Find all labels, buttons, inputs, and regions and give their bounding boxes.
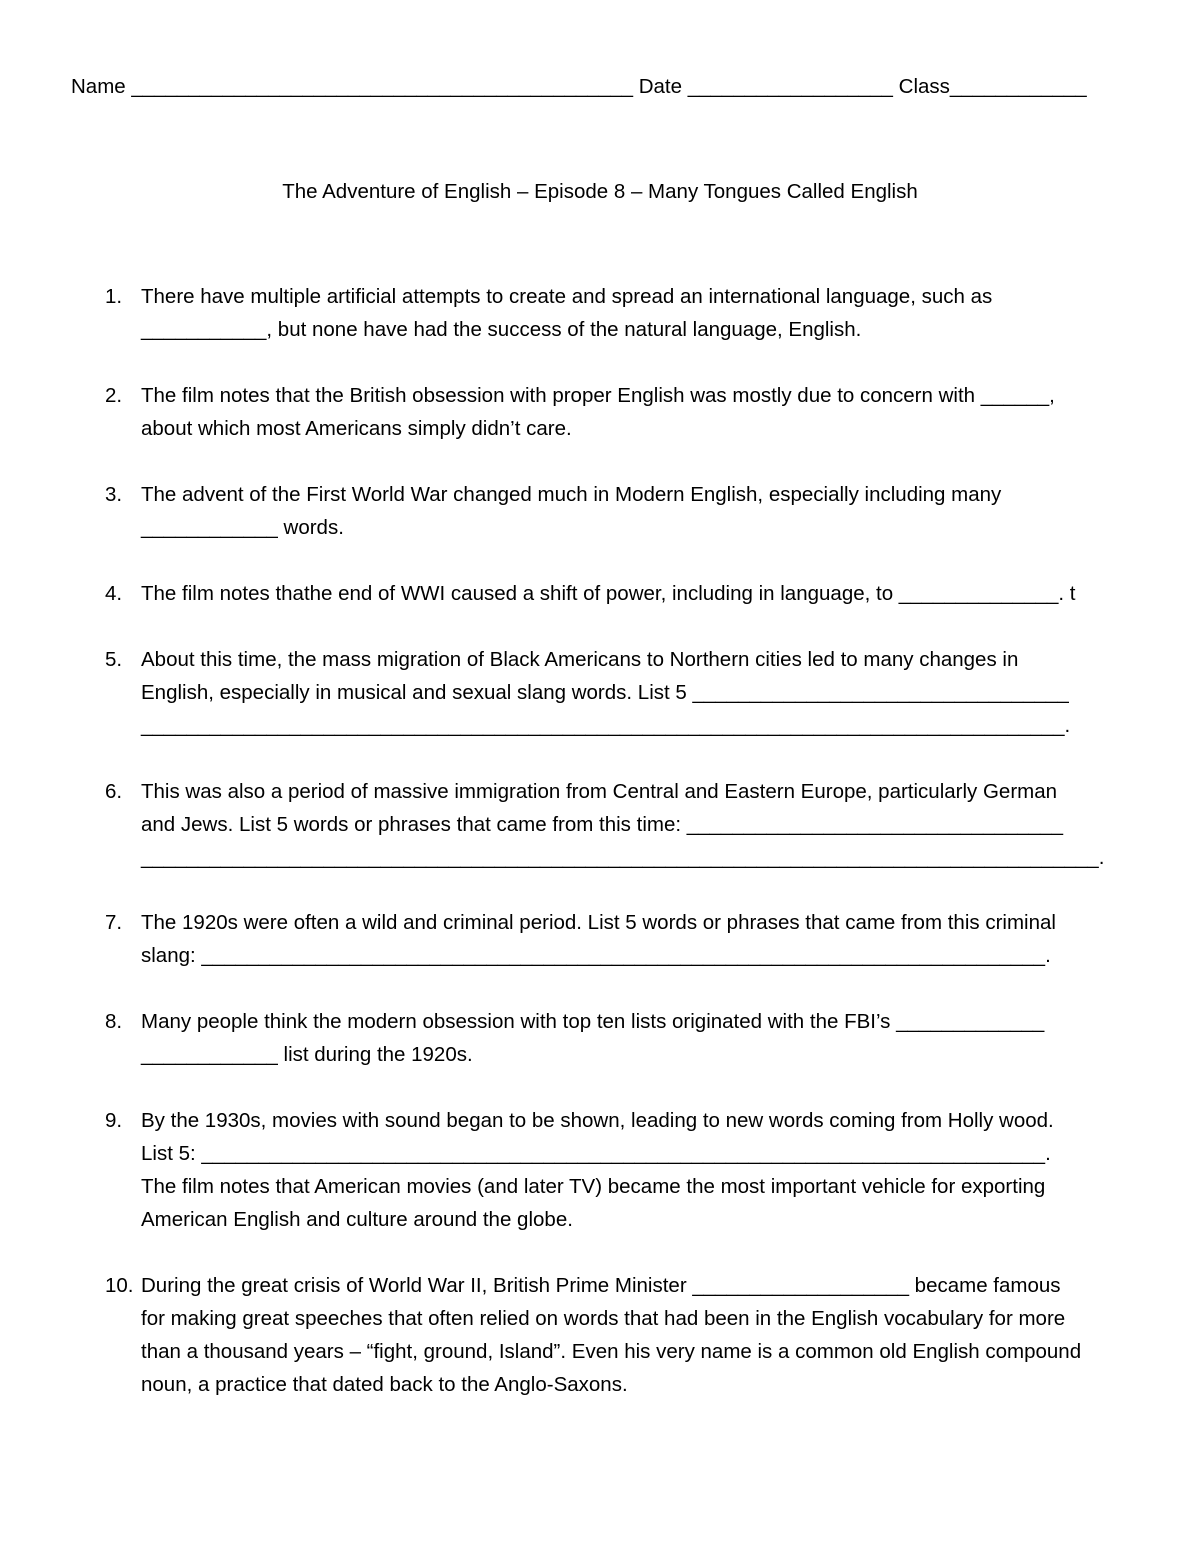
question-line: During the great crisis of World War II, British Prime Minister ___________________ became famous xyxy=(141,1274,1061,1297)
question-line: The film notes that American movies (and later TV) became the most important vehicle for exporting xyxy=(141,1175,1046,1198)
name-date-class-line xyxy=(71,70,1131,103)
question-text xyxy=(141,280,1141,346)
question-line: noun, a practice that dated back to the Anglo-Saxons. xyxy=(141,1373,628,1396)
question-text xyxy=(141,1104,1141,1236)
question-number: 6. xyxy=(105,780,123,803)
question-line: There have multiple artificial attempts to create and spread an international language, such as xyxy=(141,285,993,308)
question-line: slang: __________________________________________________________________________. xyxy=(141,944,1051,967)
header-fields-text: Name ____________________________________________ Date __________________ Class____________ xyxy=(71,75,1087,98)
question-number: 5. xyxy=(105,648,123,671)
question-line: About this time, the mass migration of Black Americans to Northern cities led to many changes in xyxy=(141,648,1019,671)
question-line: ____________________________________________________________________________________. xyxy=(141,846,1105,869)
question-line: about which most Americans simply didn’t care. xyxy=(141,417,572,440)
question-number: 7. xyxy=(105,911,123,934)
question-line: and Jews. List 5 words or phrases that came from this time: _________________________________ xyxy=(141,813,1063,836)
question-line: The 1920s were often a wild and criminal period. List 5 words or phrases that came from this criminal xyxy=(141,911,1056,934)
question-line: ____________ words. xyxy=(141,516,344,539)
question-line: for making great speeches that often relied on words that had been in the English vocabulary for more xyxy=(141,1307,1066,1330)
question-text xyxy=(141,643,1141,742)
worksheet-title: The Adventure of English – Episode 8 – Many Tongues Called English xyxy=(282,180,918,203)
question-line: English, especially in musical and sexual slang words. List 5 _________________________________ xyxy=(141,681,1069,704)
question-line: The film notes that the British obsession with proper English was mostly due to concern with ______, xyxy=(141,384,1055,407)
question-line: List 5: __________________________________________________________________________. xyxy=(141,1142,1051,1165)
question-line: This was also a period of massive immigration from Central and Eastern Europe, particularly German xyxy=(141,780,1058,803)
question-line: The advent of the First World War changed much in Modern English, especially including many xyxy=(141,483,1002,506)
question-line: ____________ list during the 1920s. xyxy=(141,1043,473,1066)
question-text xyxy=(141,1269,1141,1401)
question-line: The film notes thathe end of WWI caused a shift of power, including in language, to ______________. t xyxy=(141,582,1076,605)
question-text xyxy=(141,1005,1141,1071)
question-text xyxy=(141,577,1141,610)
question-text xyxy=(141,478,1141,544)
question-line: than a thousand years – “fight, ground, Island”. Even his very name is a common old English compound xyxy=(141,1340,1082,1363)
question-number: 10. xyxy=(105,1274,134,1297)
question-number: 9. xyxy=(105,1109,123,1132)
question-text xyxy=(141,379,1141,445)
question-number: 3. xyxy=(105,483,123,506)
question-line: American English and culture around the globe. xyxy=(141,1208,573,1231)
question-text xyxy=(141,775,1141,874)
question-number: 2. xyxy=(105,384,123,407)
question-text xyxy=(141,906,1141,972)
question-number: 4. xyxy=(105,582,123,605)
question-line: By the 1930s, movies with sound began to be shown, leading to new words coming from Holly wood. xyxy=(141,1109,1054,1132)
question-number: 1. xyxy=(105,285,123,308)
question-line: Many people think the modern obsession with top ten lists originated with the FBI’s _____________ xyxy=(141,1010,1045,1033)
question-number: 8. xyxy=(105,1010,123,1033)
question-line: _________________________________________________________________________________. xyxy=(141,714,1071,737)
question-line: ___________, but none have had the success of the natural language, English. xyxy=(141,318,862,341)
